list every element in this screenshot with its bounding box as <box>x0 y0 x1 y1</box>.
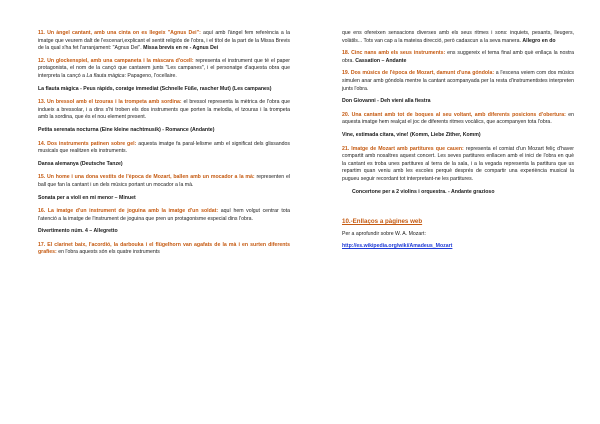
paragraph-h: 16. La imatge d'un instrument de joguina amb la imatge d'un soldat: <box>38 208 219 215</box>
description-paragraph <box>38 58 290 81</box>
paragraph-t2: : Papageno, l'ocellaire. <box>124 72 177 79</box>
paragraph-h: 18. Cinc nans amb els seus instruments: <box>342 50 446 57</box>
work-title <box>342 189 574 197</box>
work-title-text: Don Giovanni - Deh vieni alla fiestra <box>342 98 431 105</box>
description-paragraph <box>38 30 290 53</box>
description-paragraph <box>38 99 290 122</box>
work-title <box>38 86 290 94</box>
description-paragraph <box>38 141 290 156</box>
paragraph-h: 17. El clarinet baix, l'acordió, la darbouka i el flügelhorn van agafats de la mà i en surten diferents grafies: <box>38 241 290 256</box>
description-paragraph <box>342 70 574 93</box>
paragraph-h: 19. Dos músics de l'època de Mozart, damunt d'una góndola: <box>342 70 495 77</box>
paragraph-h: 20. Una cantant amb tot de boques al seu voltant, amb diferents posicions d'obertura: <box>342 111 566 118</box>
work-title <box>38 161 290 169</box>
paragraph-t: que ens ofereixen sensacions diverses amb els seus ritmes i sons: inquiets, pesants, lleugers, volàtils... Tots van cap a la mateixa direcció, però cadascun a la seva manera. <box>342 30 574 44</box>
work-title-text: Concertone per a 2 violins i orquestra. - Andante grazioso <box>352 188 495 195</box>
paragraph-b: Allegro en do <box>522 37 556 44</box>
paragraph-t: ens suggereix el tema final amb què enllaça la nostra obra. <box>342 50 574 64</box>
paragraph-b: Missa brevis en re - Agnus Dei <box>143 45 219 52</box>
description-paragraph <box>38 242 290 257</box>
paragraph-t: en aquesta imatge hem realçat el joc de diferents ritmes vocàlics, que acompanyen tota l'obra. <box>342 111 574 126</box>
description-paragraph <box>38 208 290 223</box>
paragraph-t: a l'escena veiem com dos músics simulen anar amb góndola mentre la cantant acompanyada per la resta d'instrumentistes interpreten junts l'obra. <box>342 70 575 92</box>
paragraph-t: representen el ball que fan la cantant i un dels músics portant un mocador a la mà. <box>38 174 290 188</box>
paragraph-t: representa el comiat d'un Mozart feliç d'haver compartit amb nosaltres aquest concert. Les seves partitures enllacen amb el inici de l'obra en què la cantant es troba unes partitures al terra de la sala, i a la vegada representa la partitura que us repartim quan veniu amb les escoles perquè després de compartir una experiència musical la pugueu seguir recordant tot interpretant-ne les partitures. <box>342 145 574 182</box>
work-title-text: Sonata per a violí en mi menor – Minuet <box>38 194 136 201</box>
paragraph-t: en l'obra aquests són els quatre instruments <box>56 249 160 256</box>
work-title <box>342 132 574 140</box>
paragraph-t: aquesta imatge fa paral·lelisme amb el significat dels glissandos musicals que realitzen els instruments. <box>38 140 290 155</box>
paragraph-t: el bressol representa la mètrica de l'obra que indueix a bressolar, i a dins s'hi troben els dos instruments que porten la melodia, el tzouras i la trompeta amb la sordina, que és el nou element present. <box>38 99 290 121</box>
right-column <box>342 30 574 256</box>
paragraph-h: 21. Imatge de Mozart amb partitures que cauen: <box>342 145 464 152</box>
paragraph-b: Cassation – Andante <box>355 57 407 64</box>
work-title-text: Dansa alemanya (Deutsche Tanze) <box>38 160 123 167</box>
paragraph-h: 15. Un home i una dona vestits de l'època de Mozart, ballen amb un mocador a la mà: <box>38 174 255 181</box>
paragraph-t: aquí hem volgut centrar tota l'atenció a la imatge de l'instrument de joguina que pren un protagonisme especial dins l'obra. <box>38 208 290 222</box>
work-title <box>38 228 290 236</box>
paragraph-i: La flauta màgica <box>86 72 125 79</box>
description-paragraph <box>342 112 574 127</box>
work-title-text: Vine, estimada cítara, vine! (Komm, Liebe Zither, Komm) <box>342 131 481 138</box>
work-title-text: La flauta màgica - Peus ràpids, coratge immediat (Schnelle Füße, rascher Mut) (Les campanes) <box>38 85 272 92</box>
description-paragraph <box>342 30 574 45</box>
left-column <box>38 30 290 262</box>
description-paragraph <box>342 50 574 65</box>
work-title <box>342 98 574 106</box>
description-paragraph <box>342 146 574 184</box>
paragraph-t: representa el instrument que té el paper protagonista, el nom de la cançó que cantarem junts "Les campanes", i el personatge d'aquesta obra que interpreta la cançó a <box>38 57 290 79</box>
paragraph-h: 14. Dos instruments patinen sobre gel: <box>38 140 137 147</box>
paragraph-h: 13. Un bressol amb el tzouras i la trompeta amb sordina: <box>38 99 182 106</box>
mozart-wikipedia-link[interactable]: http://es.wikipedia.org/wiki/Amadeus_Mozart <box>342 243 453 250</box>
links-section-title: 10.-Enllaços a pàgines web <box>342 218 423 226</box>
paragraph-h: 12. Un glockenspiel, amb una campaneta i la màscara d'ocell: <box>38 57 194 64</box>
work-title-text: Divertimento núm. 4 – Allegretto <box>38 228 118 235</box>
paragraph-h: 11. Un àngel cantant, amb una cinta on es llegeix "Agnus Dei": <box>38 30 201 36</box>
links-intro-text: Per a aprofundir sobre W. A. Mozart: <box>342 230 426 237</box>
right-items <box>342 30 574 196</box>
work-title <box>38 195 290 203</box>
description-paragraph <box>38 174 290 189</box>
work-title <box>38 127 290 135</box>
paragraph-t: aquí amb l'àngel fem referència a la imatge que veurem dalt de l'escenari,explicant el sentit religiós de l'obra, i el títol de la part de la Missa Brevis de la qual s'ha fet l'arranjament: "Agnus Dei". <box>38 30 290 52</box>
work-title-text: Petita serenata nocturna (Eine kleine nachtmusik) - Romance (Andante) <box>38 126 215 133</box>
